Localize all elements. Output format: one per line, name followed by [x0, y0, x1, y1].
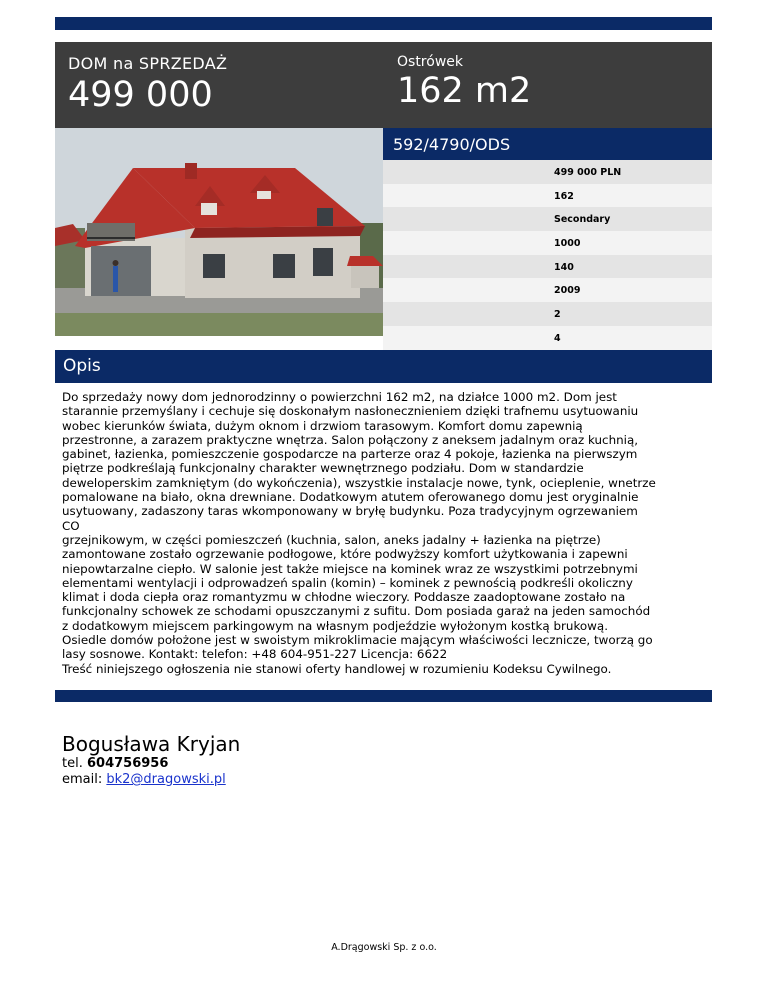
agent-email-label: email: — [62, 772, 103, 787]
property-value: 2009 — [554, 285, 581, 297]
description-header — [55, 350, 712, 383]
property-value: 1000 — [554, 238, 581, 250]
agent-contact — [62, 732, 240, 788]
listing-price: 499 000 — [68, 75, 213, 115]
listing-area: 162 m2 — [397, 71, 532, 111]
property-value: 499 000 PLN — [554, 167, 622, 178]
listing-city: Ostrówek — [397, 54, 463, 70]
header-right — [397, 54, 531, 111]
top-bar — [55, 17, 712, 30]
listing-header — [55, 42, 712, 128]
description-title: Opis — [63, 356, 101, 376]
description-text: Do sprzedaży nowy dom jednorodzinny o powierzchni 162 m2, na działce 1000 m2. Dom jest starannie przemyślany i cechuje się doskonałym nasłonecznieniem dzięki trafnemu usytuowaniu wobec kierunków świata, dużym oknom i drzwiom tarasowym. Komfort domu zapewnią przestronne, a zarazem praktyczne wnętrza. Salon połączony z aneksem jadalnym oraz kuchnią, gabinet, łazienka, pomieszczenie gospodarcze na parterze oraz 4 pokoje, łazienka na pierwszym piętrze podkreślają funkcjonalny charakter wewnętrznego podziału. Dom w standardzie deweloperskim zamkniętym (do wykończenia), wszystkie instalacje nowe, tynk, ocieplenie, wnetrze pomalowane na biało, okna drewniane. Dodatkowym atutem oferowanego domu jest oryginalnie usytuowany, zadaszony taras wkomponowany w bryłę budynku. Poza tradycyjnym ogrzewaniem CO grzejnikowym, w części pomieszczeń (kuchnia, salon, aneks jadalny + łazienka na piętrze) zamontowane zostało ogrzewanie podłogowe, które podwyższy komfort użytkowania i zapewni niepowtarzalne ciepło. W salonie jest także miejsce na kominek wraz ze wszystkimi potrzebnymi elementami wentylacji i odprowadzeń spalin (komin) – kominek z pewnością podkreśli okoliczny klimat i doda ciepła oraz romantyzmu w chłodne wieczory. Poddasze zaadoptowane zostało na funkcjonalny schowek ze schodami opuszczanymi z sufitu. Dom posiada garaż na jeden samochód z dodatkowym miejscem parkingowym na własnym podjeździe wyłożonym kostką brukową. Osiedle domów położone jest w swoistym mikroklimacie mającym właściwości lecznicze, tworzą go lasy sosnowe. Kontakt: telefon: +48 604-951-227 Licencja: 6622 Treść niniejszego ogłoszenia nie stanowi oferty handlowej w rozumieniu Kodeksu Cywilnego. — [62, 390, 656, 676]
bottom-bar — [55, 690, 712, 702]
agent-phone-line — [62, 756, 240, 772]
property-value: Secondary — [554, 214, 611, 226]
listing-type: DOM na SPRZEDAŻ — [68, 54, 228, 73]
property-row-year — [383, 278, 712, 302]
property-row-usable — [383, 255, 712, 279]
agent-phone-label: tel. — [62, 756, 83, 771]
house-photo — [55, 128, 383, 336]
property-row-floors — [383, 302, 712, 326]
property-row-area — [383, 184, 712, 208]
property-value: 2 — [554, 309, 561, 321]
house-illustration — [55, 128, 383, 336]
property-value: 4 — [554, 332, 561, 344]
header-left — [68, 54, 227, 115]
property-list — [383, 160, 712, 350]
reference-number: 592/4790/ODS — [393, 135, 511, 154]
property-row-market — [383, 207, 712, 231]
reference-bar — [383, 128, 712, 160]
agent-email-link[interactable]: bk2@dragowski.pl — [106, 772, 226, 787]
property-row-rooms — [383, 326, 712, 350]
property-value: 140 — [554, 261, 574, 273]
property-row-plot — [383, 231, 712, 255]
property-row-price — [383, 160, 712, 184]
agent-name: Bogusława Kryjan — [62, 732, 241, 756]
agent-phone: 604756956 — [86, 756, 169, 771]
agent-email-line — [62, 772, 240, 788]
property-value: 162 — [554, 190, 574, 202]
footer-company: A.Drągowski Sp. z o.o. — [331, 942, 437, 953]
